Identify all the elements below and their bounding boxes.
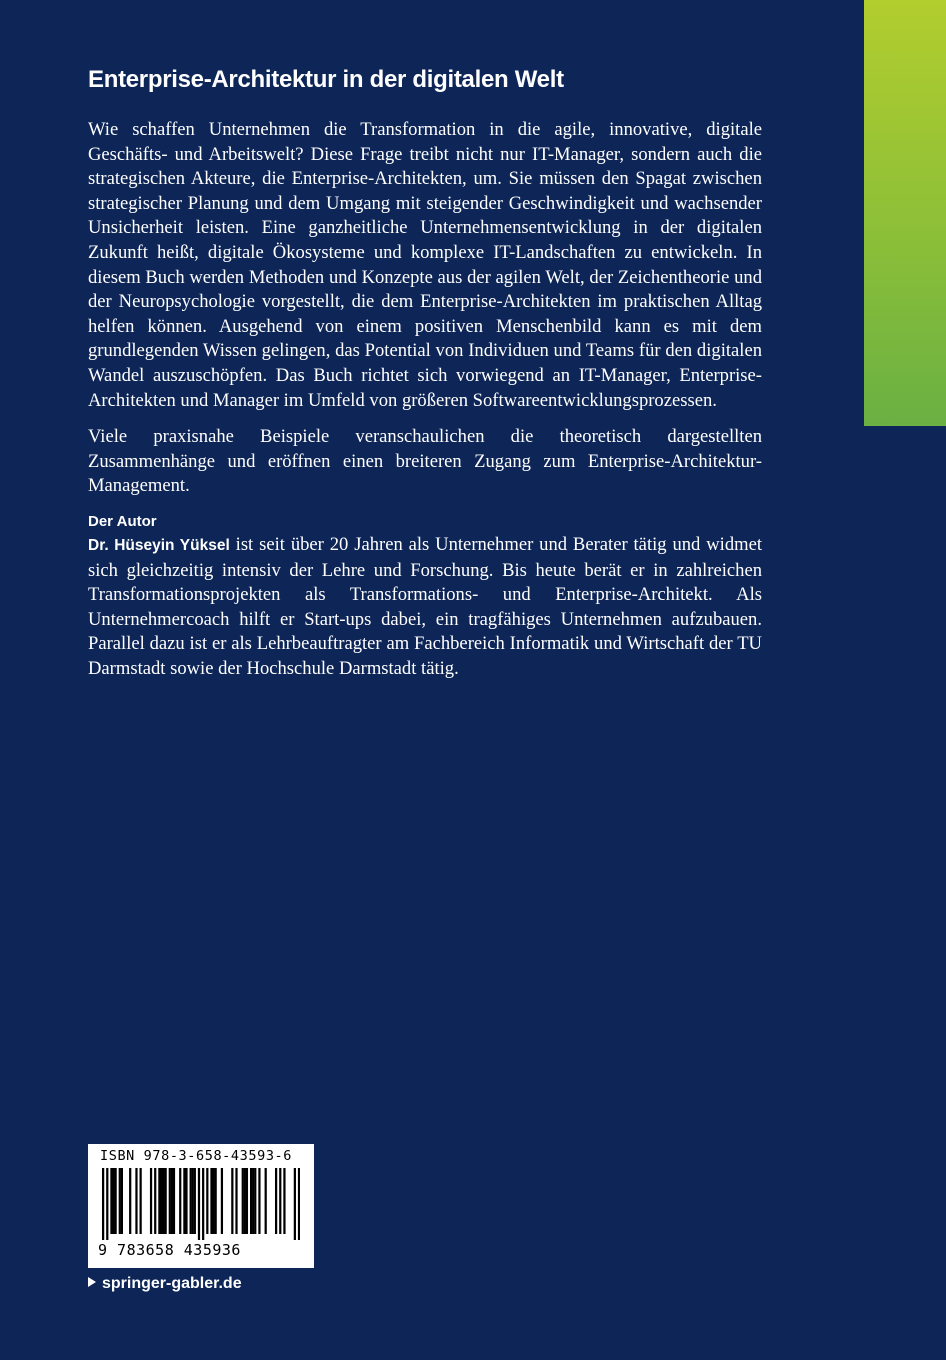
barcode-bar: [106, 1168, 108, 1240]
author-bio-text: ist seit über 20 Jahren als Unternehmer und Berater tätig und widmet sich gleichzeitig intensiv der Lehre und Forschung. Bis heute berät er in zahlreichen Transformationsprojekten als Transformations- und Enterprise-Architekt. Als Unternehmercoach hilft er Start-ups dabei, ein tragfähiges Unternehmen aufzubauen. Parallel dazu ist er als Lehrbeauftragter am Fachbereich Informatik und Wirtschaft der TU Darmstadt sowie der Hochschule Darmstadt tätig.: [88, 533, 763, 679]
author-bio: [88, 533, 762, 682]
barcode-bar: [244, 1168, 246, 1234]
barcode-bar: [206, 1168, 208, 1234]
barcode-bar: [165, 1168, 167, 1234]
barcode-bars: [102, 1168, 300, 1240]
description-paragraph-1: Wie schaffen Unternehmen die Transformation in die agile, innovative, digitale Geschäfts- und Arbeitswelt? Diese Frage treibt nicht nur IT-Manager, sondern auch die strategischen Akteure, die Enterprise-Architekten, um. Sie müssen den Spagat zwischen strategischer Planung und dem Umgang mit steigender Geschwindigkeit und wachsender Unsicherheit leisten. Eine ganzheitliche Unternehmensentwicklung in der digitalen Zukunft heißt, digitale Ökosysteme und komplexe IT-Landschaften zu entwickeln. In diesem Buch werden Methoden und Konzepte aus der agilen Welt, der Zeichentheorie und der Neuropsychologie vorgestellt, die dem Enterprise-Architekten im praktischen Alltag helfen können. Ausgehend von einem positiven Menschenbild kann es mit dem grundlegenden Wissen gelingen, das Potential von Individuen und Teams für den digitalen Wandel auszuschöpfen. Das Buch richtet sich vorwiegend an IT-Manager, Enterprise-Architekten und Manager im Umfeld von größeren Softwareentwicklungsprozessen.: [88, 119, 762, 411]
barcode-bar: [185, 1168, 187, 1234]
book-title: Enterprise-Architektur in der digitalen Welt: [88, 66, 564, 93]
barcode-bar: [254, 1168, 256, 1234]
barcode-bar: [192, 1168, 194, 1234]
barcode-bar: [221, 1168, 223, 1234]
barcode-bar: [235, 1168, 237, 1234]
barcode-bar: [115, 1168, 117, 1234]
barcode-bar: [250, 1168, 252, 1234]
barcode-bar: [294, 1168, 296, 1240]
barcode-bar: [110, 1168, 112, 1234]
barcode-bar: [158, 1168, 160, 1234]
barcode-bar: [246, 1168, 248, 1234]
barcode-bar: [198, 1168, 200, 1240]
author-heading: Der Autor: [88, 512, 157, 530]
isbn-barcode: [88, 1144, 314, 1268]
barcode-bar: [121, 1168, 123, 1234]
barcode-bar: [265, 1168, 267, 1234]
barcode-bar: [173, 1168, 175, 1234]
barcode-bar: [258, 1168, 260, 1234]
barcode-bar: [212, 1168, 214, 1234]
barcode-bar: [202, 1168, 204, 1240]
barcode-bar: [171, 1168, 173, 1234]
barcode-bar: [283, 1168, 285, 1234]
barcode-bar: [179, 1168, 181, 1234]
barcode-bar: [150, 1168, 152, 1234]
description-paragraph-2: Viele praxisnahe Beispiele veranschaulichen die theoretisch dargestellten Zusammenhänge und eröffnen einen breiteren Zugang zum Enterprise-Architektur-Management.: [88, 426, 762, 497]
barcode-bar: [231, 1168, 233, 1234]
barcode-bar: [160, 1168, 162, 1234]
barcode-bar: [210, 1168, 212, 1234]
barcode-bar: [183, 1168, 185, 1234]
barcode-digits: 9 783658 435936: [98, 1241, 241, 1259]
barcode-bar: [162, 1168, 164, 1234]
accent-color-bar: [864, 0, 946, 426]
barcode-bar: [169, 1168, 171, 1234]
author-name: Dr. Hüseyin Yüksel: [88, 536, 230, 554]
website-text: springer-gabler.de: [102, 1275, 242, 1292]
barcode-bar: [112, 1168, 114, 1234]
barcode-bar: [279, 1168, 281, 1234]
publisher-website-link[interactable]: [88, 1273, 242, 1295]
isbn-label: ISBN 978-3-658-43593-6: [100, 1148, 293, 1164]
barcode-bar: [135, 1168, 137, 1234]
barcode-bar: [154, 1168, 156, 1234]
back-cover-content: [88, 64, 762, 693]
barcode-bar: [140, 1168, 142, 1234]
barcode-bar: [194, 1168, 196, 1234]
barcode-bar: [119, 1168, 121, 1234]
barcode-bar: [215, 1168, 217, 1234]
barcode-bar: [190, 1168, 192, 1234]
barcode-bar: [129, 1168, 131, 1234]
barcode-bar: [298, 1168, 300, 1240]
barcode-bar: [102, 1168, 104, 1240]
barcode-bar: [242, 1168, 244, 1234]
barcode-bar: [252, 1168, 254, 1234]
barcode-bar: [275, 1168, 277, 1234]
triangle-right-icon: [88, 1277, 96, 1287]
